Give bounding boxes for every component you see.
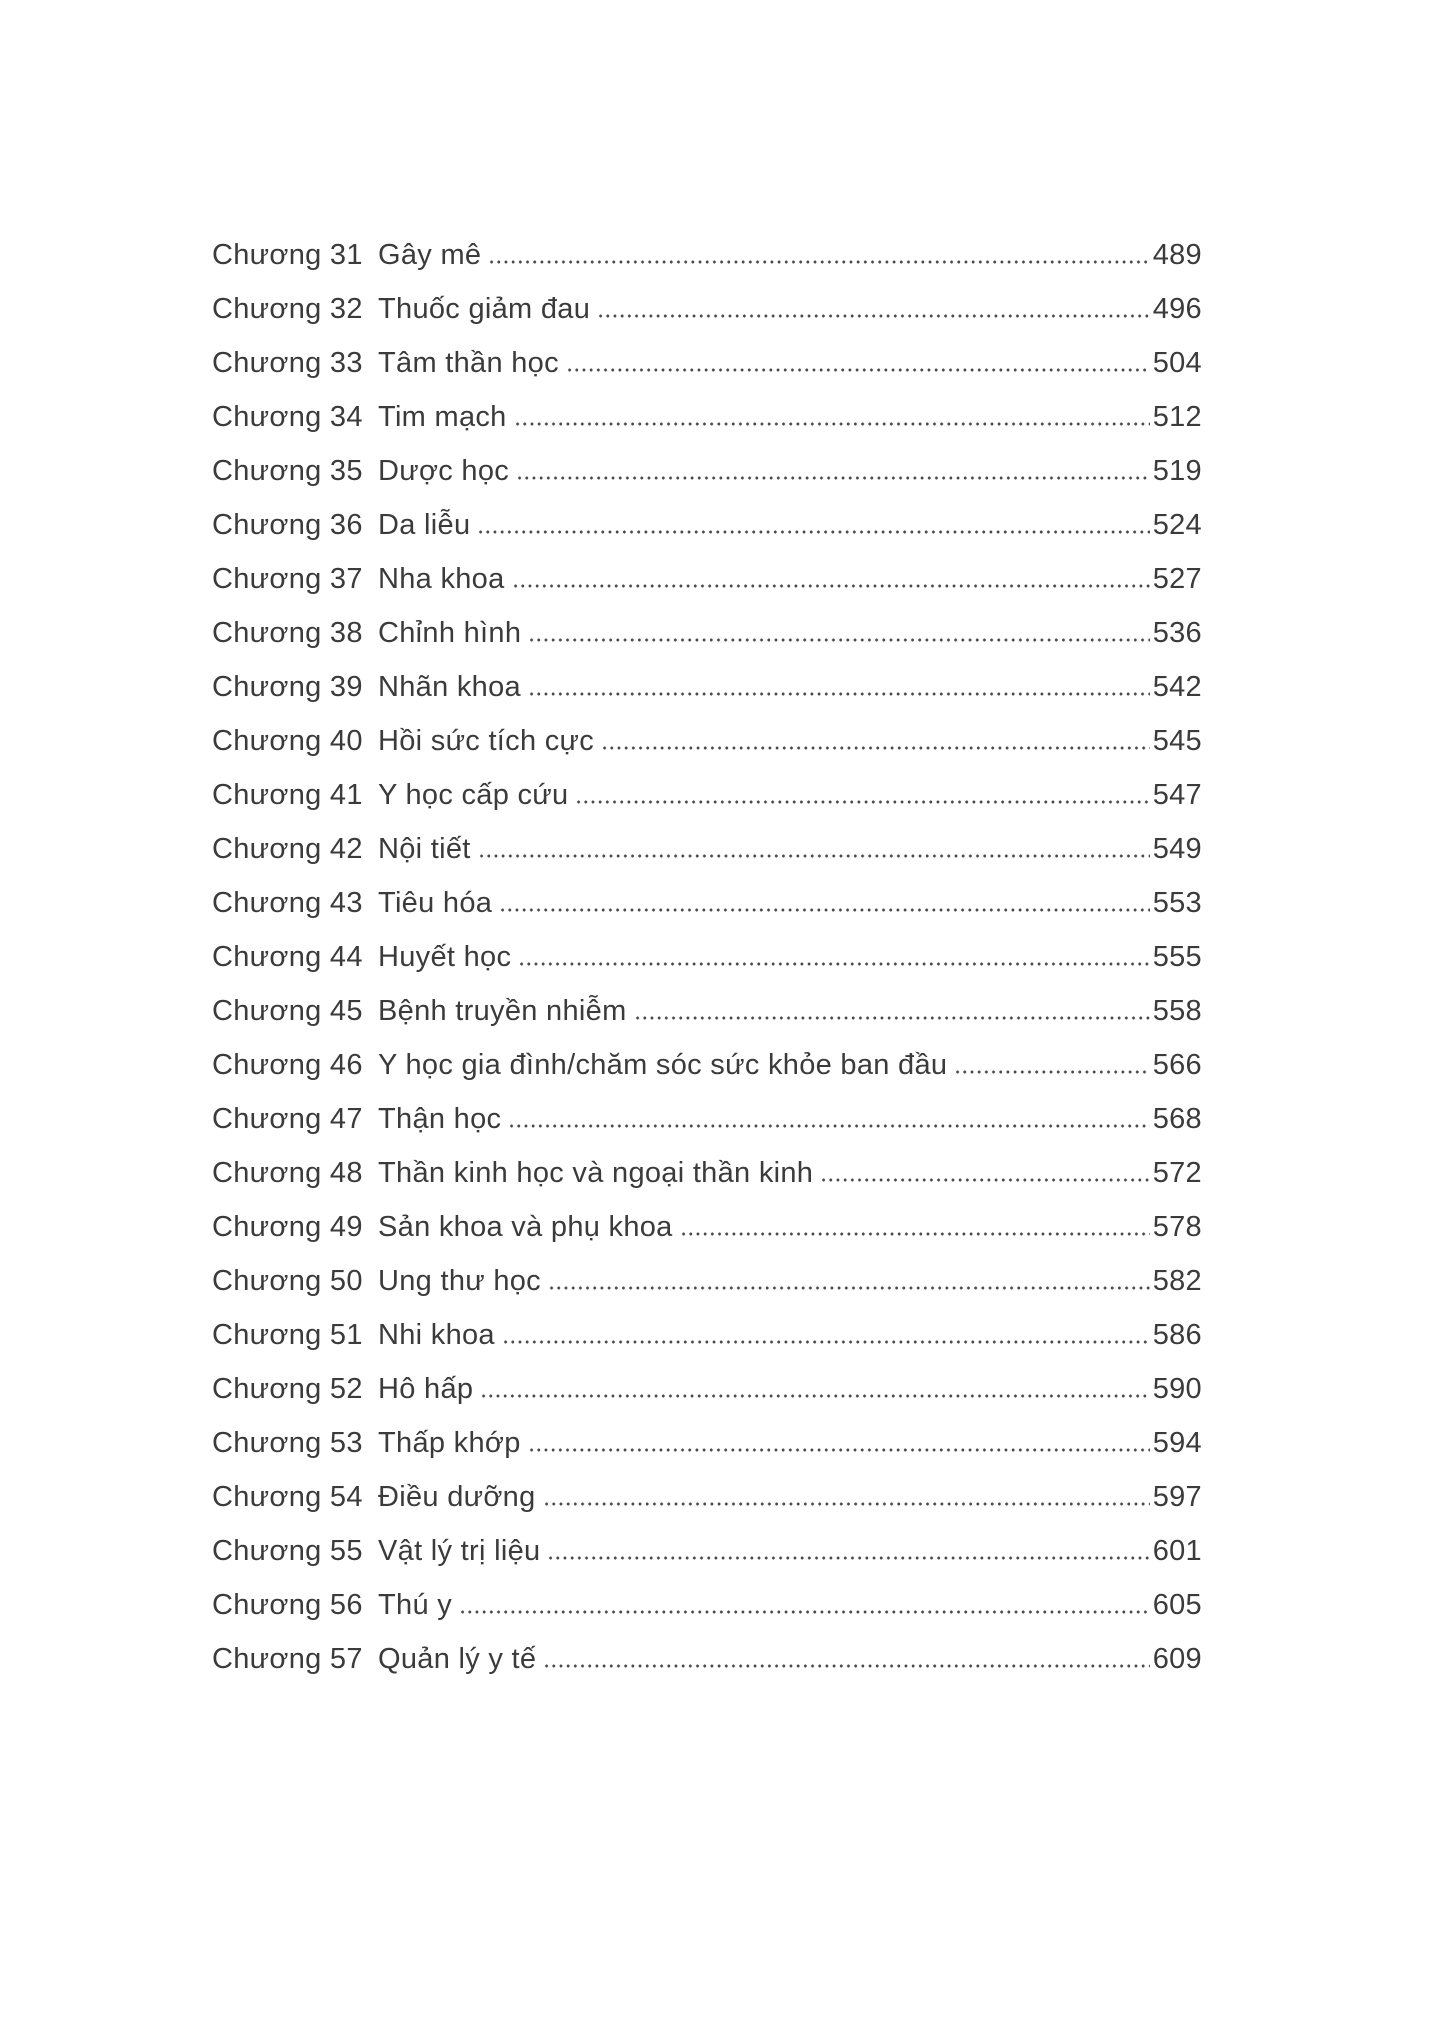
toc-row bbox=[212, 1524, 1202, 1578]
chapter-label: Chương 46 bbox=[212, 1049, 363, 1081]
chapter-label: Chương 32 bbox=[212, 293, 363, 325]
chapter-title: Tâm thần học bbox=[378, 347, 559, 379]
page-number: 524 bbox=[1152, 509, 1202, 541]
dot-leader bbox=[954, 1065, 1149, 1074]
chapter-title: Ung thư học bbox=[378, 1265, 541, 1297]
toc-row bbox=[212, 228, 1202, 282]
chapter-title: Gây mê bbox=[378, 239, 482, 271]
dot-leader bbox=[477, 525, 1149, 534]
chapter-label: Chương 37 bbox=[212, 563, 363, 595]
toc-row bbox=[212, 714, 1202, 768]
dot-leader bbox=[548, 1281, 1150, 1290]
chapter-title: Huyết học bbox=[378, 941, 512, 973]
chapter-title: Y học gia đình/chăm sóc sức khỏe ban đầu bbox=[378, 1049, 948, 1081]
page-number: 572 bbox=[1152, 1157, 1202, 1189]
page-number: 582 bbox=[1152, 1265, 1202, 1297]
dot-leader bbox=[820, 1173, 1149, 1182]
toc-row bbox=[212, 498, 1202, 552]
chapter-label: Chương 33 bbox=[212, 347, 363, 379]
dot-leader bbox=[518, 957, 1149, 966]
page-number: 496 bbox=[1152, 293, 1202, 325]
page-number: 547 bbox=[1152, 779, 1202, 811]
chapter-title: Nội tiết bbox=[378, 833, 471, 865]
page-number: 568 bbox=[1152, 1103, 1202, 1135]
toc-row bbox=[212, 1200, 1202, 1254]
chapter-title: Tiêu hóa bbox=[378, 887, 493, 919]
page-number: 597 bbox=[1152, 1481, 1202, 1513]
chapter-label: Chương 51 bbox=[212, 1319, 363, 1351]
chapter-label: Chương 52 bbox=[212, 1373, 363, 1405]
page-number: 590 bbox=[1152, 1373, 1202, 1405]
dot-leader bbox=[680, 1227, 1150, 1236]
dot-leader bbox=[499, 903, 1150, 912]
page-number: 549 bbox=[1152, 833, 1202, 865]
chapter-title: Bệnh truyền nhiễm bbox=[378, 995, 627, 1027]
toc-row bbox=[212, 1146, 1202, 1200]
toc-row bbox=[212, 282, 1202, 336]
dot-leader bbox=[566, 363, 1150, 372]
chapter-label: Chương 53 bbox=[212, 1427, 363, 1459]
toc-row bbox=[212, 930, 1202, 984]
dot-leader bbox=[601, 741, 1150, 750]
chapter-label: Chương 54 bbox=[212, 1481, 363, 1513]
chapter-label: Chương 43 bbox=[212, 887, 363, 919]
chapter-title: Thấp khớp bbox=[378, 1427, 521, 1459]
dot-leader bbox=[516, 471, 1150, 480]
page-number: 504 bbox=[1152, 347, 1202, 379]
page-number: 489 bbox=[1152, 239, 1202, 271]
chapter-title: Thú y bbox=[378, 1589, 453, 1621]
chapter-title: Điều dưỡng bbox=[378, 1481, 536, 1513]
chapter-title: Da liễu bbox=[378, 509, 471, 541]
chapter-label: Chương 39 bbox=[212, 671, 363, 703]
chapter-title: Thần kinh học và ngoại thần kinh bbox=[378, 1157, 814, 1189]
chapter-title: Hô hấp bbox=[378, 1373, 474, 1405]
page-number: 555 bbox=[1152, 941, 1202, 973]
dot-leader bbox=[547, 1551, 1149, 1560]
chapter-title: Vật lý trị liệu bbox=[378, 1535, 541, 1567]
toc-row bbox=[212, 1362, 1202, 1416]
dot-leader bbox=[543, 1497, 1150, 1506]
page-number: 519 bbox=[1152, 455, 1202, 487]
dot-leader bbox=[528, 1443, 1150, 1452]
page-number: 536 bbox=[1152, 617, 1202, 649]
page-number: 609 bbox=[1152, 1643, 1202, 1675]
chapter-label: Chương 50 bbox=[212, 1265, 363, 1297]
dot-leader bbox=[478, 849, 1150, 858]
chapter-label: Chương 42 bbox=[212, 833, 363, 865]
chapter-label: Chương 49 bbox=[212, 1211, 363, 1243]
page-number: 601 bbox=[1152, 1535, 1202, 1567]
toc-row bbox=[212, 606, 1202, 660]
page-number: 566 bbox=[1152, 1049, 1202, 1081]
toc-row bbox=[212, 1578, 1202, 1632]
page-number: 527 bbox=[1152, 563, 1202, 595]
chapter-label: Chương 48 bbox=[212, 1157, 363, 1189]
toc-row bbox=[212, 336, 1202, 390]
chapter-label: Chương 36 bbox=[212, 509, 363, 541]
chapter-label: Chương 56 bbox=[212, 1589, 363, 1621]
dot-leader bbox=[459, 1605, 1150, 1614]
dot-leader bbox=[575, 795, 1149, 804]
chapter-label: Chương 55 bbox=[212, 1535, 363, 1567]
chapter-title: Sản khoa và phụ khoa bbox=[378, 1211, 673, 1243]
toc-row bbox=[212, 1254, 1202, 1308]
toc-row bbox=[212, 1470, 1202, 1524]
page-number: 578 bbox=[1152, 1211, 1202, 1243]
toc-row bbox=[212, 1416, 1202, 1470]
chapter-label: Chương 45 bbox=[212, 995, 363, 1027]
toc-row bbox=[212, 822, 1202, 876]
chapter-title: Nha khoa bbox=[378, 563, 505, 595]
page-number: 558 bbox=[1152, 995, 1202, 1027]
dot-leader bbox=[514, 417, 1150, 426]
chapter-label: Chương 34 bbox=[212, 401, 363, 433]
page-number: 586 bbox=[1152, 1319, 1202, 1351]
chapter-label: Chương 44 bbox=[212, 941, 363, 973]
dot-leader bbox=[508, 1119, 1149, 1128]
toc-row bbox=[212, 1632, 1202, 1686]
dot-leader bbox=[634, 1011, 1150, 1020]
chapter-title: Y học cấp cứu bbox=[378, 779, 569, 811]
page-number: 605 bbox=[1152, 1589, 1202, 1621]
chapter-title: Thận học bbox=[378, 1103, 502, 1135]
dot-leader bbox=[597, 309, 1150, 318]
dot-leader bbox=[543, 1659, 1149, 1668]
toc-row bbox=[212, 1038, 1202, 1092]
toc-row bbox=[212, 660, 1202, 714]
toc-row bbox=[212, 1092, 1202, 1146]
chapter-title: Chỉnh hình bbox=[378, 617, 522, 649]
toc-row bbox=[212, 444, 1202, 498]
chapter-label: Chương 31 bbox=[212, 239, 363, 271]
page-number: 542 bbox=[1152, 671, 1202, 703]
toc-list bbox=[212, 228, 1202, 1686]
chapter-label: Chương 47 bbox=[212, 1103, 363, 1135]
chapter-label: Chương 38 bbox=[212, 617, 363, 649]
dot-leader bbox=[488, 255, 1149, 264]
toc-row bbox=[212, 390, 1202, 444]
page-number: 545 bbox=[1152, 725, 1202, 757]
dot-leader bbox=[512, 579, 1150, 588]
dot-leader bbox=[528, 687, 1150, 696]
chapter-title: Nhi khoa bbox=[378, 1319, 495, 1351]
chapter-title: Dược học bbox=[378, 455, 510, 487]
toc-row bbox=[212, 768, 1202, 822]
chapter-title: Thuốc giảm đau bbox=[378, 293, 591, 325]
toc-row bbox=[212, 984, 1202, 1038]
chapter-label: Chương 41 bbox=[212, 779, 363, 811]
chapter-label: Chương 35 bbox=[212, 455, 363, 487]
dot-leader bbox=[480, 1389, 1149, 1398]
page-number: 594 bbox=[1152, 1427, 1202, 1459]
page-number: 512 bbox=[1152, 401, 1202, 433]
page-number: 553 bbox=[1152, 887, 1202, 919]
chapter-title: Hồi sức tích cực bbox=[378, 725, 595, 757]
toc-row bbox=[212, 552, 1202, 606]
chapter-title: Tim mạch bbox=[378, 401, 507, 433]
dot-leader bbox=[502, 1335, 1150, 1344]
chapter-label: Chương 40 bbox=[212, 725, 363, 757]
chapter-title: Quản lý y tế bbox=[378, 1643, 537, 1675]
toc-row bbox=[212, 1308, 1202, 1362]
toc-row bbox=[212, 876, 1202, 930]
chapter-title: Nhãn khoa bbox=[378, 671, 521, 703]
chapter-label: Chương 57 bbox=[212, 1643, 363, 1675]
dot-leader bbox=[528, 633, 1149, 642]
